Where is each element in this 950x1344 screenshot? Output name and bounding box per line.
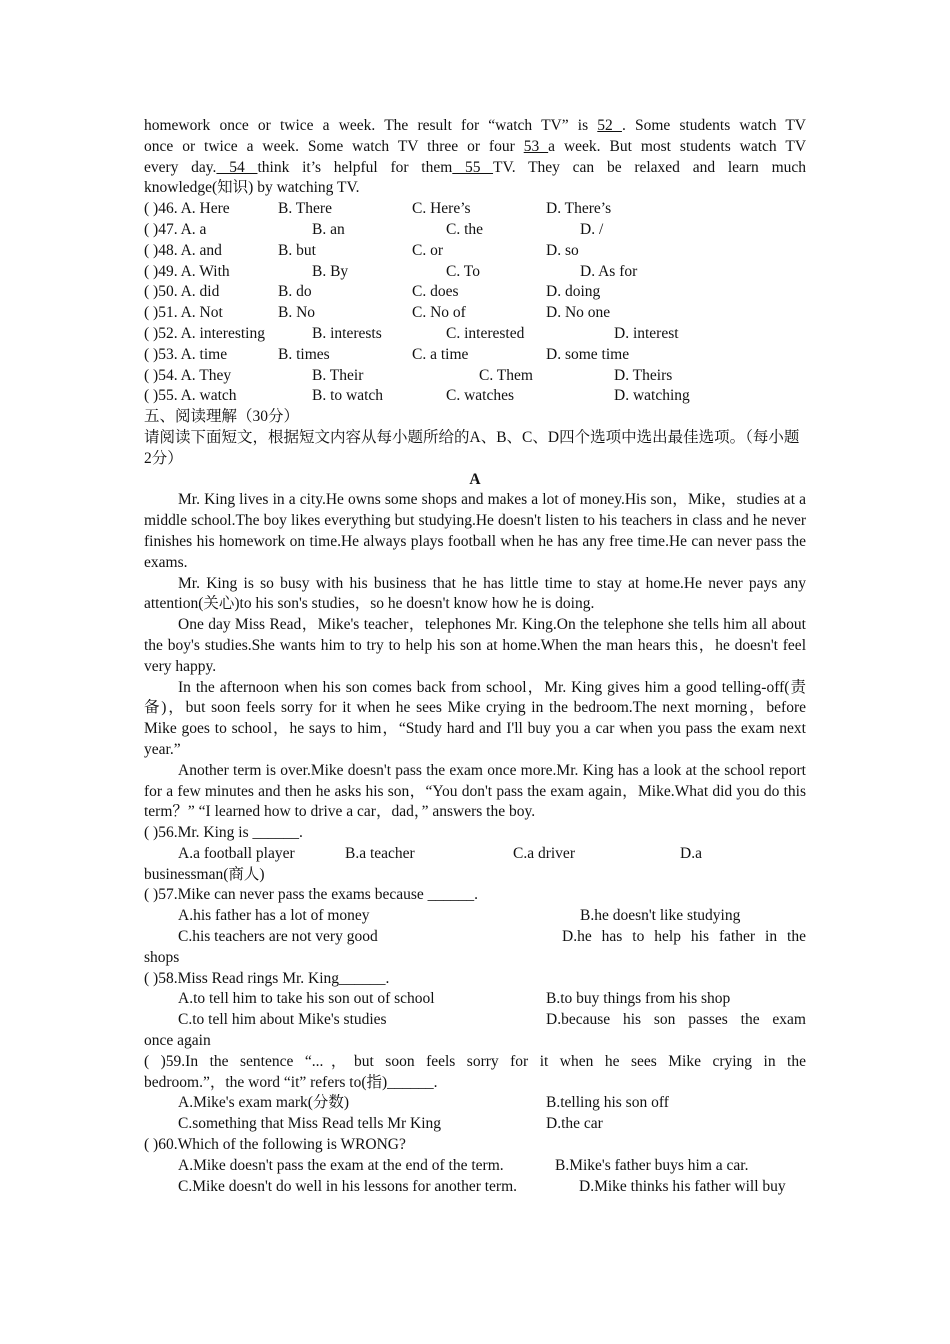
text: think it’s helpful for them (257, 158, 453, 176)
option-d-continued: once again (144, 1032, 211, 1050)
text: . Some students watch TV (621, 117, 806, 134)
question-56: ( )56.Mr. King is ______. (144, 824, 303, 842)
blank-52: 52 (597, 117, 622, 134)
option-c: C. the (446, 220, 484, 238)
options-59-ab (144, 1093, 806, 1114)
mc-question-row (144, 366, 806, 387)
option-b: B. Their (312, 366, 364, 384)
option-b: B. By (312, 262, 349, 280)
mc-question-row (144, 241, 806, 262)
cloze-line (144, 137, 806, 158)
option-c: C. watches (446, 387, 515, 405)
option-b: B. No (278, 304, 316, 322)
option-c: C.his teachers are not very good (178, 928, 378, 946)
blank-55: 55 (452, 158, 494, 176)
options-57-cd (144, 927, 806, 948)
question-with-option-a: ( )47. A. a (144, 220, 207, 238)
question-with-option-a: ( )55. A. watch (144, 387, 237, 405)
question-with-option-a: ( )49. A. With (144, 262, 230, 280)
option-d-continued: shops (144, 948, 180, 966)
option-c: C. Them (479, 366, 533, 384)
question-with-option-a: ( )50. A. did (144, 283, 220, 301)
option-b: B. but (278, 241, 316, 259)
reading-passage (144, 490, 806, 823)
option-c: C. interested (446, 324, 525, 342)
option-c: C. a time (412, 345, 469, 363)
question-with-option-a: ( )46. A. Here (144, 200, 230, 218)
cloze-line (144, 116, 806, 137)
option-c: C.Mike doesn't do well in his lessons for another term. (178, 1177, 518, 1195)
text: TV. They can be relaxed and learn much (493, 158, 807, 176)
option-d: D.the car (546, 1115, 603, 1133)
question-with-option-a: ( )48. A. and (144, 241, 222, 259)
options-57-ab (144, 906, 806, 927)
option-a: A.Mike's exam mark(分数) (178, 1094, 350, 1112)
option-d: D.a (680, 844, 702, 862)
question-with-option-a: ( )54. A. They (144, 366, 232, 384)
option-b: B. times (278, 345, 330, 363)
option-d-continued: businessman(商人) (144, 865, 265, 883)
option-d: D. so (546, 241, 579, 259)
option-c: C.a driver (513, 844, 575, 862)
text: every day. (144, 158, 217, 176)
question-with-option-a: ( )53. A. time (144, 345, 228, 363)
option-c: C. No of (412, 304, 466, 322)
option-d: D. doing (546, 283, 601, 301)
option-d: D. some time (546, 345, 630, 363)
cloze-options-list (144, 199, 806, 407)
passage-paragraph: In the afternoon when his son comes back from school，Mr. King gives him a good telling-off(责备)，but soon feels sorry for it when he sees Mike crying in the bedroom.The next morning，before Mike goes to school，he says to him，“Study hard and I'll buy you a car when you pass the exam next year.” (144, 678, 806, 758)
option-c: C. or (412, 241, 443, 259)
option-d: D.he has to help his father in the (562, 928, 806, 946)
question-57: ( )57.Mike can never pass the exams because ______. (144, 886, 478, 904)
cloze-line: knowledge(知识) by watching TV. (144, 179, 360, 197)
cloze-line (144, 158, 806, 179)
mc-question-row (144, 345, 806, 366)
question-with-option-a: ( )51. A. Not (144, 304, 223, 322)
mc-question-row (144, 220, 806, 241)
option-a: A.Mike doesn't pass the exam at the end of the term. (178, 1156, 504, 1174)
passage-label: A (469, 470, 481, 488)
question-59-continued: bedroom.”，the word “it” refers to(指)______. (144, 1073, 438, 1091)
options-59-cd (144, 1114, 806, 1135)
option-c: C. Here’s (412, 200, 471, 218)
option-c: C.something that Miss Read tells Mr King (178, 1115, 442, 1133)
option-a: A.to tell him to take his son out of school (178, 990, 435, 1008)
option-b: B. to watch (312, 387, 384, 405)
cloze-passage-tail (144, 116, 806, 199)
mc-question-row (144, 199, 806, 220)
passage-paragraph: Mr. King lives in a city.He owns some shops and makes a lot of money.His son，Mike，studies at a middle school.The boy likes everything but studying.He doesn't listen to his teachers in class and he never finishes his homework on time.He always plays football when he has any free time.He can never pass the exams. (144, 491, 806, 571)
option-b: B. do (278, 283, 312, 301)
option-b: B. interests (312, 324, 382, 342)
option-c: C. To (446, 262, 480, 280)
option-d: D. interest (614, 324, 679, 342)
option-d: D.because his son passes the exam (546, 1011, 806, 1029)
text: once or twice a week. Some watch TV three or four (144, 137, 524, 155)
options-56 (144, 844, 806, 865)
reading-questions (144, 823, 806, 1197)
option-b: B.he doesn't like studying (580, 907, 741, 925)
exam-page (144, 116, 806, 1197)
section-heading: 五、阅读理解（30分） (144, 408, 300, 426)
option-b: B. There (278, 200, 332, 218)
text: a week. But most students watch TV (548, 137, 807, 155)
mc-question-row (144, 282, 806, 303)
question-with-option-a: ( )52. A. interesting (144, 324, 265, 342)
option-b: B.a teacher (345, 844, 415, 862)
option-b: B.telling his son off (546, 1094, 669, 1112)
option-c: C. does (412, 283, 459, 301)
option-d: D. Theirs (614, 366, 673, 384)
passage-paragraph: One day Miss Read，Mike's teacher，telephones Mr. King.On the telephone she tells him all about the boy's studies.She wants him to try to help his son at home.When the man hears this，he doesn't feel very happy. (144, 616, 806, 675)
section-instruction: 请阅读下面短文，根据短文内容从每小题所给的A、B、C、D四个选项中选出最佳选项。（每小题2分） (144, 428, 800, 467)
options-58-cd (144, 1010, 806, 1031)
option-d: D. No one (546, 304, 611, 322)
blank-53: 53 (523, 137, 549, 155)
mc-question-row (144, 324, 806, 345)
text: homework once or twice a week. The result for “watch TV” is (144, 117, 598, 134)
option-a: A.a football player (178, 844, 295, 862)
option-d: D. There’s (546, 200, 612, 218)
passage-paragraph: Mr. King is so busy with his business that he has little time to stay at home.He never pays any attention(关心)to his son's studies，so he doesn't know how he is doing. (144, 574, 806, 613)
options-60-ab (144, 1156, 806, 1177)
blank-54: 54 (216, 158, 258, 176)
passage-paragraph: Another term is over.Mike doesn't pass the exam once more.Mr. King has a look at the school report for a few minutes and then he asks his son，“You don't pass the exam again，Mike.What did you do this term？” “I learned how to drive a car，dad，” answers the boy. (144, 761, 806, 821)
mc-question-row (144, 262, 806, 283)
question-59: ( )59.In the sentence “...，but soon feels sorry for it when he sees Mike crying in the (144, 1052, 806, 1070)
option-b: B. an (312, 220, 345, 238)
mc-question-row (144, 386, 806, 407)
option-a: A.his father has a lot of money (178, 907, 370, 925)
option-d: D. / (580, 220, 604, 238)
option-d: D.Mike thinks his father will buy (579, 1177, 786, 1195)
option-b: B.Mike's father buys him a car. (555, 1156, 749, 1174)
option-d: D. As for (580, 262, 638, 280)
mc-question-row (144, 303, 806, 324)
option-b: B.to buy things from his shop (546, 990, 731, 1008)
options-58-ab (144, 989, 806, 1010)
question-60: ( )60.Which of the following is WRONG? (144, 1136, 406, 1154)
option-c: C.to tell him about Mike's studies (178, 1011, 387, 1029)
option-d: D. watching (614, 387, 690, 405)
question-58: ( )58.Miss Read rings Mr. King______. (144, 969, 390, 987)
options-60-cd (144, 1177, 806, 1198)
